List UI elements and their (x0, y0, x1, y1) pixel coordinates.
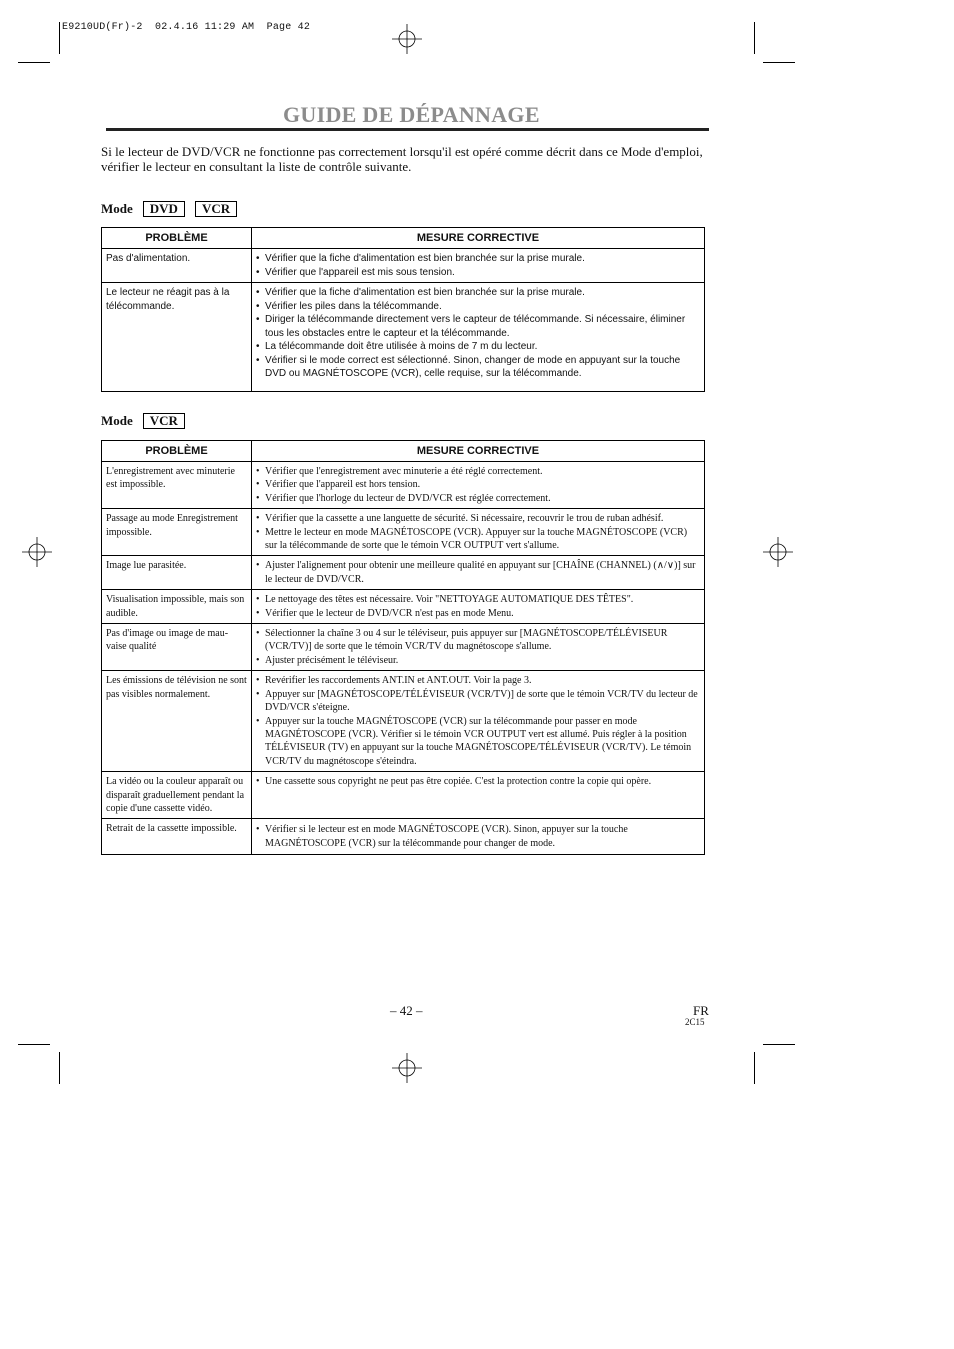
corrective-cell (252, 283, 705, 392)
table-row (102, 462, 705, 509)
registration-mark-icon (763, 537, 793, 567)
crop-mark (18, 1044, 50, 1045)
table-row (102, 509, 705, 556)
problem-cell: Image lue parasitée. (102, 556, 252, 590)
table-row (102, 671, 705, 772)
crop-mark (59, 1052, 60, 1084)
problem-cell: Les émissions de télévision ne sont pas visibles normalement. (102, 671, 252, 772)
problem-cell: Pas d'alimentation. (102, 249, 252, 283)
mode-row-vcr (101, 412, 185, 430)
crop-mark (763, 62, 795, 63)
list-item: • Mettre le lecteur en mode MAGNÉTOSCOPE (VCR). Appuyer sur la touche MAGNÉTOSCOPE (VCR) sur la télécommande de sorte que le témoin VCR OUTPUT vert s'allume. (256, 526, 700, 553)
list-item: • Appuyer sur la touche MAGNÉTOSCOPE (VCR) sur la télécommande pour passer en mode MAGNÉTOSCOPE (VCR). Vérifier si le témoin VCR OUTPUT vert est allumé. Puis régler à la position TÉLÉVISEUR (TV) en appuyant sur la touche MAGNÉTOSCOPE/TÉLÉVISEUR (VCR/TV). Le témoin VCR/TV du magnétoscope s'éteindra. (256, 715, 700, 769)
corrective-cell (252, 462, 705, 509)
title-rule (106, 128, 709, 131)
crop-mark (59, 22, 60, 54)
list-item: • La télécommande doit être utilisée à moins de 7 m du lecteur. (256, 340, 700, 354)
column-header-problem: PROBLÈME (102, 441, 252, 462)
list-item: • Vérifier que l'appareil est mis sous tension. (256, 266, 700, 280)
language-code: FR (693, 1003, 709, 1018)
list-item: • Vérifier que l'enregistrement avec minuterie a été réglé correctement. (256, 465, 700, 478)
crop-mark (754, 1052, 755, 1084)
table-row (102, 624, 705, 671)
table-header-row (102, 441, 705, 462)
table-row (102, 249, 705, 283)
page-title: GUIDE DE DÉPANNAGE (283, 102, 540, 127)
list-item: • Le nettoyage des têtes est nécessaire. Voir "NETTOYAGE AUTOMATIQUE DES TÊTES". (256, 593, 700, 606)
document-code: 2C15 (685, 1017, 705, 1027)
corrective-cell (252, 249, 705, 283)
intro-paragraph: Si le lecteur de DVD/VCR ne fonctionne pas correctement lorsqu'il est opéré comme décrit dans ce Mode d'emploi, vérifier le lecteur en consultant la liste de contrôle suivante. (101, 144, 703, 174)
crop-mark (754, 22, 755, 54)
corrective-cell (252, 509, 705, 556)
registration-mark-icon (392, 1053, 422, 1083)
table-row (102, 556, 705, 590)
crop-mark (18, 62, 50, 63)
table-row (102, 283, 705, 392)
problem-cell: Pas d'image ou image de mau-vaise qualité (102, 624, 252, 671)
list-item: • Revérifier les raccordements ANT.IN et ANT.OUT. Voir la page 3. (256, 674, 700, 687)
column-header-problem: PROBLÈME (102, 228, 252, 249)
problem-cell: Visualisation impossible, mais son audible. (102, 590, 252, 624)
list-item: • Ajuster précisément le téléviseur. (256, 654, 700, 667)
list-item: • Vérifier que la fiche d'alimentation est bien branchée sur la prise murale. (256, 286, 700, 300)
table-row (102, 772, 705, 819)
corrective-cell (252, 772, 705, 819)
list-item: • Vérifier que l'horloge du lecteur de DVD/VCR est réglée correctement. (256, 492, 700, 505)
mode-badge-dvd: DVD (143, 201, 185, 217)
problem-cell: Retrait de la cassette impossible. (102, 819, 252, 855)
corrective-cell (252, 624, 705, 671)
registration-mark-icon (22, 537, 52, 567)
crop-mark (763, 1044, 795, 1045)
column-header-corrective: MESURE CORRECTIVE (252, 441, 705, 462)
mode-label: Mode (101, 413, 133, 428)
registration-mark-icon (392, 24, 422, 54)
list-item: • Vérifier les piles dans la télécommande. (256, 300, 700, 314)
mode-badge-vcr: VCR (195, 201, 237, 217)
problem-cell: L'enregistrement avec minuterie est impossible. (102, 462, 252, 509)
list-item: • Vérifier que la cassette a une languette de sécurité. Si nécessaire, recouvrir le trou de ruban adhésif. (256, 512, 700, 525)
corrective-cell (252, 819, 705, 855)
list-item: • Sélectionner la chaîne 3 ou 4 sur le téléviseur, puis appuyer sur [MAGNÉTOSCOPE/TÉLÉVISEUR (VCR/TV)] de sorte que le témoin VCR/TV du magnétoscope s'allume. (256, 627, 700, 654)
problem-cell: La vidéo ou la couleur apparaît ou disparaît graduellement pendant la copie d'une cassette vidéo. (102, 772, 252, 819)
list-item: • Une cassette sous copyright ne peut pas être copiée. C'est la protection contre la copie qui opère. (256, 775, 700, 788)
troubleshooting-table-vcr (101, 440, 705, 855)
print-slug: E9210UD(Fr)-2 02.4.16 11:29 AM Page 42 (62, 22, 311, 33)
mode-row-dvd-vcr (101, 200, 237, 218)
table-header-row (102, 228, 705, 249)
list-item: • Vérifier si le lecteur est en mode MAGNÉTOSCOPE (VCR). Sinon, appuyer sur la touche MAGNÉTOSCOPE (VCR) sur la télécommande pour changer de mode. (256, 823, 700, 850)
table-row (102, 590, 705, 624)
list-item: • Vérifier que la fiche d'alimentation est bien branchée sur la prise murale. (256, 252, 700, 266)
list-item: • Vérifier si le mode correct est sélectionné. Sinon, changer de mode en appuyant sur la touche DVD ou MAGNÉTOSCOPE (VCR), celle requise, sur la télécommande. (256, 354, 700, 381)
problem-cell: Passage au mode Enregistrement impossible. (102, 509, 252, 556)
troubleshooting-table-dvd-vcr (101, 227, 705, 392)
corrective-cell (252, 590, 705, 624)
problem-cell: Le lecteur ne réagit pas à la télécommande. (102, 283, 252, 392)
list-item: • Vérifier que le lecteur de DVD/VCR n'est pas en mode Menu. (256, 607, 700, 620)
corrective-cell (252, 556, 705, 590)
mode-badge-vcr: VCR (143, 413, 185, 429)
mode-label: Mode (101, 201, 133, 216)
table-row (102, 819, 705, 855)
list-item: • Appuyer sur [MAGNÉTOSCOPE/TÉLÉVISEUR (VCR/TV)] de sorte que le témoin VCR/TV du lecteur de DVD/VCR s'éteigne. (256, 688, 700, 715)
list-item: • Vérifier que l'appareil est hors tension. (256, 478, 700, 491)
corrective-cell (252, 671, 705, 772)
list-item: • Diriger la télécommande directement vers le capteur de télécommande. Si nécessaire, éliminer tous les obstacles entre le capteur et la télécommande. (256, 313, 700, 340)
column-header-corrective: MESURE CORRECTIVE (252, 228, 705, 249)
list-item: • Ajuster l'alignement pour obtenir une meilleure qualité en appuyant sur [CHAÎNE (CHANNEL) (∧/∨)] sur le lecteur de DVD/VCR. (256, 559, 700, 586)
page-number: – 42 – (390, 1003, 423, 1018)
